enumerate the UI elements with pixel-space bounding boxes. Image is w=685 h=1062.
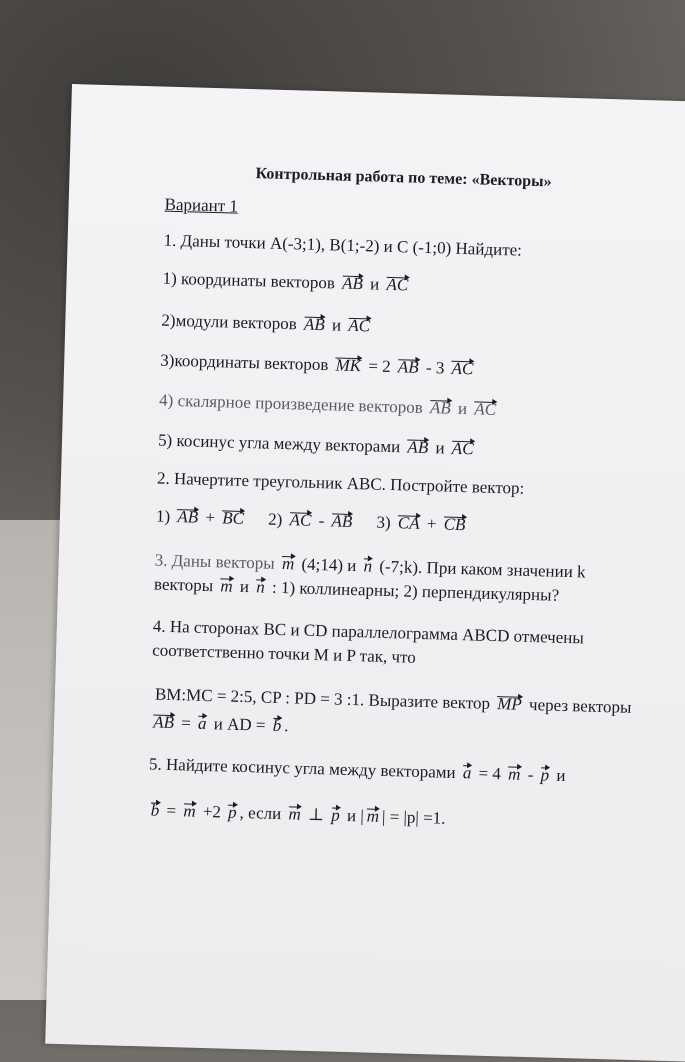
text: BM:MC = 2:5, CP : PD = 3 :1. Выразите вектор: [154, 684, 491, 713]
vector-ab: AB: [177, 507, 199, 527]
text: и: [239, 576, 250, 597]
task5-line1: [149, 754, 566, 786]
part-label: 3): [376, 512, 391, 533]
vector-m: m: [183, 801, 196, 821]
conj: и: [331, 315, 342, 335]
text: : 1) коллинеарны; 2) перпендикулярны?: [271, 577, 560, 605]
task1-item2: [161, 311, 373, 337]
vector-mp: MP: [497, 694, 523, 714]
task1-item5: [158, 431, 477, 460]
text: (4;14) и: [301, 554, 357, 576]
task1-text: 1. Даны точки A(-3;1), B(1;-2) и C (-1;0) Найдите:: [163, 230, 523, 260]
text: .: [284, 716, 289, 736]
vector-b: b: [272, 715, 282, 736]
text: и AD =: [213, 714, 266, 735]
vector-m: m: [366, 806, 380, 826]
text: 5. Найдите косинус угла между векторами: [148, 754, 456, 782]
text: | = |p| =1.: [381, 806, 446, 828]
paper-sheet: [45, 84, 685, 1061]
vector-ab: AB: [397, 357, 419, 377]
item-text: 2)модули векторов: [161, 310, 298, 334]
vector-m: m: [220, 576, 233, 596]
text: 3. Даны векторы: [154, 550, 276, 573]
part-label: 1): [155, 506, 171, 526]
vector-cb: CB: [443, 514, 466, 535]
vector-ab: AB: [407, 437, 429, 458]
task4-line4: [150, 712, 289, 736]
vector-a: a: [197, 713, 207, 734]
operator: +: [205, 507, 216, 528]
vector-ab: AB: [331, 511, 353, 531]
vector-ac: AC: [474, 399, 497, 419]
vector-mk: MK: [335, 355, 362, 376]
text: =: [180, 713, 192, 733]
text: и: [556, 765, 566, 786]
task1-item1: [162, 269, 411, 296]
vector-ab: AB: [341, 273, 364, 294]
task4-line3: [155, 685, 632, 718]
text: и |: [346, 805, 365, 826]
text: = 4: [478, 763, 502, 784]
vector-ab: AB: [429, 398, 452, 418]
vector-ac: AC: [289, 510, 312, 530]
text: =: [166, 800, 177, 821]
expr: - 3: [425, 357, 445, 378]
vector-p: p: [331, 805, 341, 825]
vector-ab: AB: [303, 314, 326, 335]
vector-a: a: [462, 763, 472, 783]
text: ⊥: [307, 804, 325, 825]
task4-line1: 4. На сторонах BC и CD параллелограмма ABCD отмечены: [152, 616, 585, 648]
operator: +: [426, 514, 437, 534]
conj: и: [435, 438, 445, 458]
part-label: 2): [267, 509, 283, 530]
text: (-7;k). При каком значении k: [379, 556, 586, 582]
variant-label: Вариант 1: [164, 194, 239, 216]
task1-item4: [159, 391, 499, 420]
page-title: Контрольная работа по теме: «Векторы»: [255, 165, 552, 191]
vector-ac: AC: [348, 315, 371, 336]
vector-ac: AC: [451, 438, 474, 459]
text: , если: [239, 802, 282, 824]
vector-bc: BC: [221, 508, 245, 528]
vector-p: p: [227, 802, 237, 822]
task1-item3: [160, 351, 477, 380]
vector-n: n: [363, 556, 373, 576]
item-text: 1) координаты векторов: [162, 268, 336, 293]
vector-b: b: [150, 800, 160, 820]
vector-ac: AC: [451, 358, 474, 379]
vector-p: p: [540, 765, 550, 785]
vector-n: n: [256, 577, 266, 597]
item-text: 4) скалярное произведение векторов: [158, 390, 424, 417]
vector-m: m: [281, 554, 295, 574]
task2-items: [156, 507, 469, 536]
conj: и: [369, 274, 380, 294]
operator: -: [318, 511, 325, 531]
text: векторы: [153, 574, 214, 596]
item-text: 3)координаты векторов: [160, 350, 329, 375]
vector-m: m: [507, 764, 521, 784]
task2-text: 2. Начертите треугольник ABC. Постройте вектор:: [156, 468, 525, 498]
expr: = 2: [368, 356, 391, 377]
text: через векторы: [528, 695, 632, 717]
vector-ab: AB: [152, 712, 175, 733]
text: -: [527, 764, 534, 785]
vector-m: m: [288, 804, 302, 824]
task4-line2: соответственно точки M и P так, что: [151, 640, 417, 667]
item-text: 5) косинус угла между векторами: [157, 430, 401, 457]
vector-ac: AC: [386, 274, 409, 295]
task5-line2: [147, 800, 445, 828]
vector-ca: CA: [397, 513, 420, 533]
conj: и: [457, 398, 468, 419]
text: +2: [202, 801, 222, 822]
